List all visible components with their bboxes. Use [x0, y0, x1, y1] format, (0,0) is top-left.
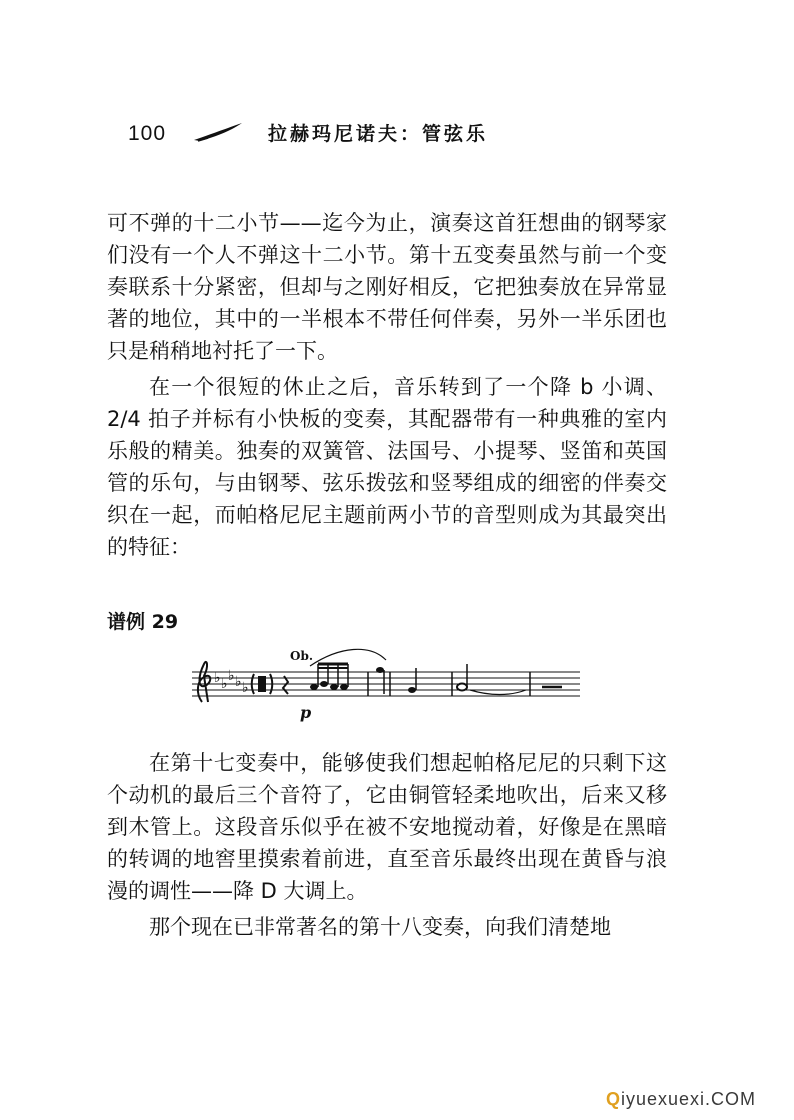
svg-text:♭: ♭ [214, 670, 221, 686]
svg-text:♭: ♭ [242, 680, 249, 696]
dynamic-marking: p [300, 703, 312, 722]
text-block-bottom [107, 747, 667, 943]
paragraph-3: 在第十七变奏中，能够使我们想起帕格尼尼的只剩下这个动机的最后三个音符了，它由铜管轻柔地吹出，后来又移到木管上。这段音乐似乎在被不安地搅动着，好像是在黑暗的转调的地窖里摸索着前进，直至音乐最终出现在黄昏与浪漫的调性——降 D 大调上。 [107, 751, 667, 903]
page-number: 100 [128, 122, 167, 145]
watermark-text: iyuexuexi.COM [620, 1089, 756, 1109]
watermark-brand-initial: Q [605, 1089, 621, 1109]
music-example-label: 谱例 29 [107, 611, 179, 633]
music-score-excerpt [190, 646, 590, 726]
paragraph-2: 在一个很短的休止之后，音乐转到了一个降 b 小调、2/4 拍子并标有小快板的变奏，其配器带有一种典雅的室内乐般的精美。独奏的双簧管、法国号、小提琴、竖笛和英国管的乐句，与由钢琴、弦乐拨弦和竖琴组成的细密的伴奏交织在一起，而帕格尼尼主题前两小节的音型则成为其最突出的特征： [107, 375, 667, 559]
instrument-label: Ob. [290, 649, 314, 663]
svg-text:♭: ♭ [228, 668, 235, 684]
page-header [0, 118, 794, 152]
quill-ornament-icon [192, 121, 244, 143]
svg-text:♭: ♭ [235, 674, 242, 690]
svg-text:♭: ♭ [221, 676, 228, 692]
text-block-top [107, 207, 667, 563]
paragraph-1: 可不弹的十二小节——迄今为止，演奏这首狂想曲的钢琴家们没有一个人不弹这十二小节。第十五变奏虽然与前一个变奏联系十分紧密，但却与之刚好相反，它把独奏放在异常显著的地位，其中的一半根本不带任何伴奏，另外一半乐团也只是稍稍地衬托了一下。 [107, 211, 667, 363]
paragraph-4: 那个现在已非常著名的第十八变奏，向我们清楚地 [149, 915, 611, 939]
running-title: 拉赫玛尼诺夫：管弦乐 [268, 123, 489, 145]
site-watermark [606, 1089, 756, 1110]
